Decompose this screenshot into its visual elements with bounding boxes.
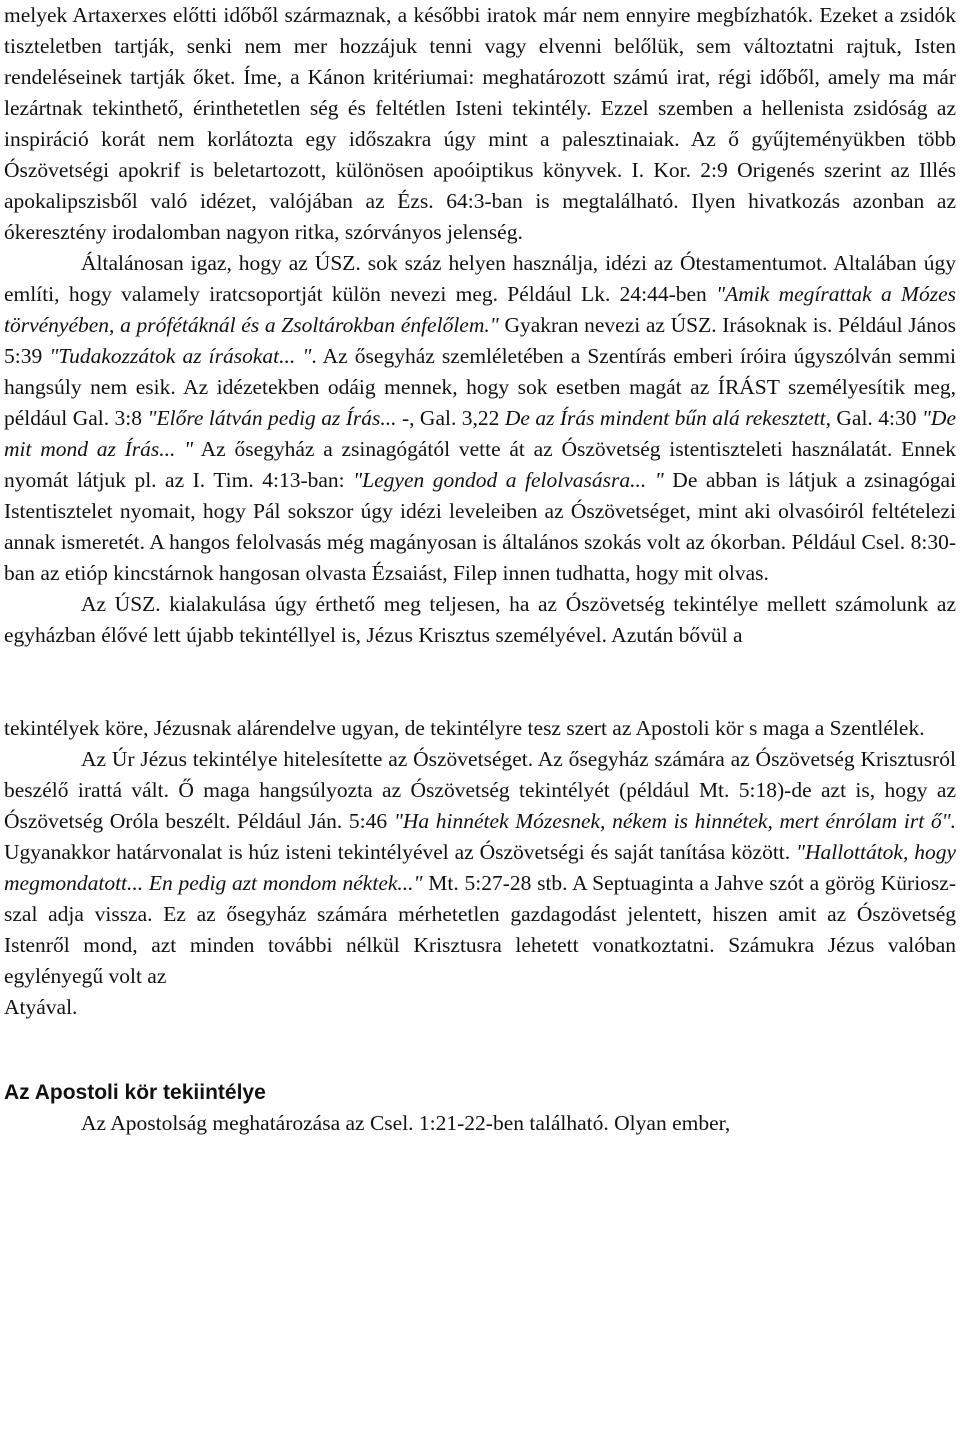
paragraph-usz-quotes-ot (4, 248, 956, 589)
quote-gal-3-8: "Előre látván pedig az Írás... - (147, 406, 410, 430)
paragraph-jesus-authority (4, 744, 956, 992)
quote-jn-5-46: "Ha hinnétek Mózesnek, nékem is hinnétek, mert énrólam irt ő". (393, 809, 956, 833)
quote-jn-5-39: "Tudakozzátok az írásokat... " (49, 344, 312, 368)
quote-gal-3-22: De az Írás mindent bűn alá rekesztett, (504, 406, 831, 430)
paragraph-text: Általánosan igaz, hogy az ÚSZ. sok száz helyen használja, idézi az Ótestamentumot. Altalában úgy említi, hogy valamely iratcsoportját külön nevezi meg. Például Lk. 24:44-ben (4, 251, 956, 306)
paragraph-text: Mt. 5:27-28 stb. A Septuaginta a Jahve szót a görög Küriosz-szal adja vissza. Ez az ősegyház számára mérhetetlen gazdagodást jelentett, hiszen amit az Ószövetség Istenről mond, azt minden további nélkül Krisztusra lehetett vonatkoztatni. Számukra Jézus valóban egylényegű volt az (4, 871, 956, 988)
paragraph-text: . Az ősegyház szemléletében a Szentírás emberi íróira úgyszólván semmi hangsúly nem esik. Az idézetekben odáig mennek, hogy sok esetben magát az ÍRÁST személyesítik meg, például Gal. 3:8 (4, 344, 956, 430)
paragraph-authority-circle (4, 713, 956, 744)
paragraph-text: Atyával. (4, 995, 78, 1019)
paragraph-text: Az Apostolság meghatározása az Csel. 1:21-22-ben található. Olyan ember, (81, 1111, 731, 1135)
quote-mt-5-27: "Hallottátok, hogy megmondatott... En pedig azt mondom néktek..." (4, 840, 956, 895)
quote-1tim-4-13: "Legyen gondod a felolvasásra... " (353, 468, 664, 492)
paragraph-text: Az ÚSZ. kialakulása úgy érthető meg teljesen, ha az Ószövetség tekintélye mellett számolunk az egyházban élővé lett újabb tekintéllyel is, Jézus Krisztus személyével. Azután bővül a (4, 592, 956, 647)
quote-lk-24-44: "Amik megírattak a Mózes törvényében, a prófétáknál és a Zsoltárokban énfelőlem." (4, 282, 956, 337)
paragraph-text: , Gal. 3,22 (409, 406, 505, 430)
paragraph-usz-formation (4, 589, 956, 651)
paragraph-apostleship (4, 1108, 956, 1139)
paragraph-atyaval (4, 992, 956, 1023)
paragraph-canon-criteria (4, 0, 956, 248)
paragraph-text: De abban is látjuk a zsinagógai Istentisztelet nyomait, hogy Pál sokszor úgy idézi leveleiben az Ószövetséget, mint aki olvasóiról feltételezi annak ismeretét. A hangos felolvasás még magányosan is általános szokás volt az ókorban. Például Csel. 8:30-ban az etióp kincstárnok hangosan olvasta Ézsaiást, Filep innen tudhatta, hogy mit olvas. (4, 468, 957, 585)
paragraph-text: melyek Artaxerxes előtti időből származnak, a későbbi iratok már nem ennyire megbízhatók. Ezeket a zsidók tiszteletben tartják, senki nem mer hozzájuk tenni vagy elvenni belőlük, sem változtatni rajtuk, Isten rendeléseinek tartják őket. Íme, a Kánon kritériumai: meghatározott számú irat, régi időből, amely ma már lezártnak tekinthető, érinthetetlen ség és feltétlen Isteni tekintély. Ezzel szemben a hellenista zsidóság az inspiráció korát nem korlátozta egy időszakra úgy mint a palesztinaiak. Az ő gyűjteményükben több Ószövetségi apokrif is beletartozott, különösen apoóiptikus könyvek. I. Kor. 2:9 Origenés szerint az Illés apokalipszisből való idézet, valójában az Ézs. 64:3-ban is megtalálható. Ilyen hivatkozás azonban az ókeresztény irodalomban nagyon ritka, szórványos jelenség. (4, 3, 956, 244)
paragraph-text: Gyakran nevezi az ÚSZ. Irásoknak is. Például János 5:39 (4, 313, 956, 368)
paragraph-text: Gal. 4:30 (830, 406, 922, 430)
blank-gap (4, 1023, 956, 1077)
quote-gal-4-30: "De mit mond az Írás... " (4, 406, 956, 461)
blank-gap (4, 651, 956, 713)
paragraph-text: Az Úr Jézus tekintélye hitelesítette az Ószövetséget. Az ősegyház számára az Ószövetség Krisztusról beszélő irattá vált. Ő maga hangsúlyozta az Ószövetség tekintélyét (például Mt. 5:18)-de azt is, hogy az Ószövetség Oróla beszélt. Például Ján. 5:46 (4, 747, 956, 833)
section-heading: Az Apostoli kör tekiintélye (4, 1081, 266, 1104)
document-page (4, 0, 956, 1139)
paragraph-text: Ugyanakkor határvonalat is húz isteni tekintélyével az Ószövetségi és saját tanítása között. (4, 840, 796, 864)
paragraph-text: tekintélyek köre, Jézusnak alárendelve ugyan, de tekintélyre tesz szert az Apostoli kör s maga a Szentlélek. (4, 716, 925, 740)
paragraph-text: Az ősegyház a zsinagógától vette át az Ószövetség istentiszteleti használatát. Ennek nyomát látjuk pl. az I. Tim. 4:13-ban: (4, 437, 957, 492)
